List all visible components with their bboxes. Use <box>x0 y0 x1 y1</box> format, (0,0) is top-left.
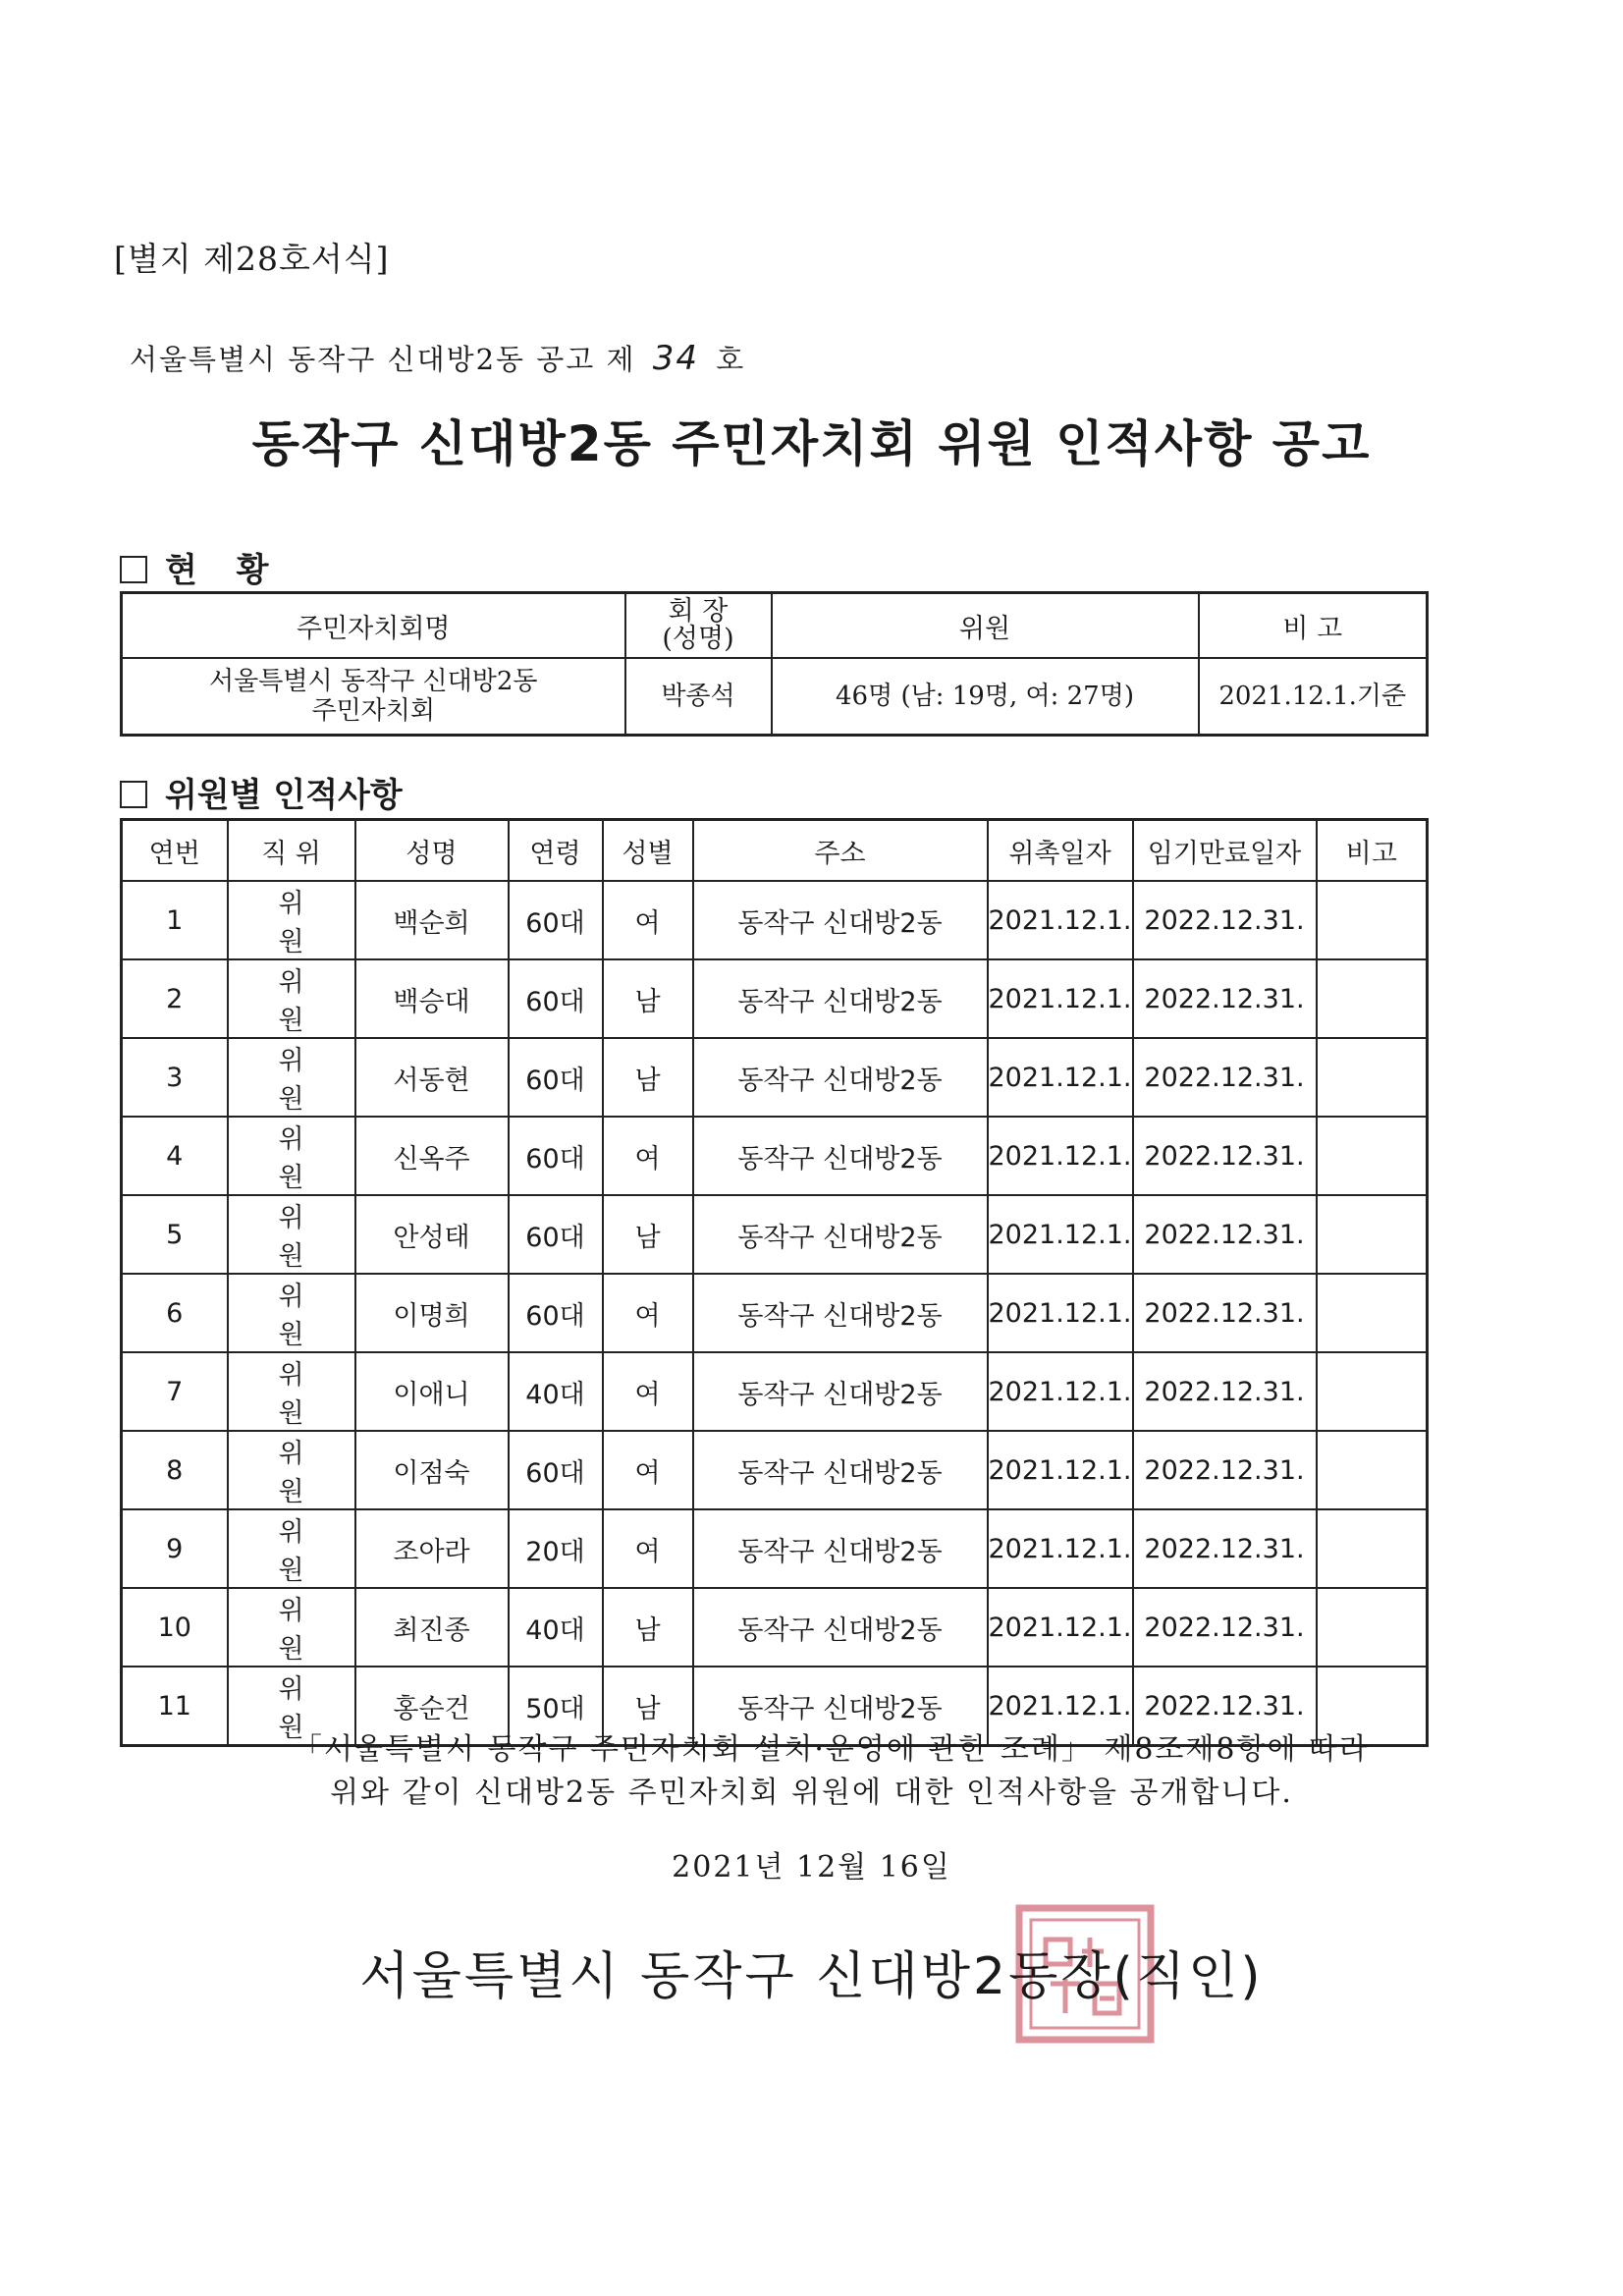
table-row <box>122 959 1428 1038</box>
row-position: 위원 <box>228 881 355 959</box>
row-remarks <box>1317 1117 1428 1195</box>
row-term-end-date: 2022.12.31. <box>1133 1431 1317 1509</box>
row-number: 11 <box>122 1667 228 1746</box>
row-address: 동작구 신대방2동 <box>693 1509 988 1588</box>
row-appointed-date: 2021.12.1. <box>988 1117 1133 1195</box>
closing-statement-line2: 위와 같이 신대방2동 주민자치회 위원에 대한 인적사항을 공개합니다. <box>330 1776 1293 1810</box>
row-gender: 남 <box>603 1195 693 1274</box>
row-remarks <box>1317 1431 1428 1509</box>
row-age: 50대 <box>509 1667 603 1746</box>
row-name: 백순희 <box>355 881 509 959</box>
row-position: 위원 <box>228 1352 355 1431</box>
row-appointed-date: 2021.12.1. <box>988 1274 1133 1352</box>
row-gender: 남 <box>603 1588 693 1667</box>
closing-statement-line1: 「서울특별시 동작구 주민자치회 설치·운영에 관한 조례」 제8조제8항에 따라 <box>293 1732 1370 1767</box>
row-position: 위원 <box>228 1195 355 1274</box>
table-row <box>122 1431 1428 1509</box>
row-position: 위원 <box>228 1588 355 1667</box>
row-number: 4 <box>122 1117 228 1195</box>
row-name: 이명희 <box>355 1274 509 1352</box>
row-name: 이점숙 <box>355 1431 509 1509</box>
row-age: 20대 <box>509 1509 603 1588</box>
row-term-end-date: 2022.12.31. <box>1133 1274 1317 1352</box>
row-remarks <box>1317 1352 1428 1431</box>
row-address: 동작구 신대방2동 <box>693 1117 988 1195</box>
notice-prefix: 서울특별시 동작구 신대방2동 공고 제 <box>130 343 636 376</box>
council-name-line2: 주민자치회 <box>311 696 436 726</box>
row-term-end-date: 2022.12.31. <box>1133 1509 1317 1588</box>
section-members-label: 위원별 인적사항 <box>165 776 403 815</box>
row-address: 동작구 신대방2동 <box>693 1195 988 1274</box>
row-gender: 여 <box>603 1431 693 1509</box>
row-number: 9 <box>122 1509 228 1588</box>
notice-number-line <box>130 338 745 378</box>
row-name: 홍순건 <box>355 1667 509 1746</box>
header-chair-line2: (성명) <box>662 624 734 654</box>
section-status-label: 현 황 <box>165 551 283 590</box>
page-title: 동작구 신대방2동 주민자치회 위원 인적사항 공고 <box>251 415 1372 472</box>
row-term-end-date: 2022.12.31. <box>1133 1588 1317 1667</box>
row-remarks <box>1317 1509 1428 1588</box>
header-council-name: 주민자치회명 <box>122 593 625 659</box>
row-appointed-date: 2021.12.1. <box>988 1509 1133 1588</box>
row-gender: 남 <box>603 1038 693 1117</box>
checkbox-square-icon <box>120 556 147 583</box>
row-number: 1 <box>122 881 228 959</box>
row-appointed-date: 2021.12.1. <box>988 1667 1133 1746</box>
status-note-cell: 2021.12.1.기준 <box>1199 658 1428 736</box>
row-term-end-date: 2022.12.31. <box>1133 1195 1317 1274</box>
header-chair <box>625 593 772 659</box>
row-gender: 여 <box>603 1274 693 1352</box>
row-term-end-date: 2022.12.31. <box>1133 959 1317 1038</box>
members-table <box>120 818 1429 1747</box>
row-name: 조아라 <box>355 1509 509 1588</box>
row-age: 40대 <box>509 1588 603 1667</box>
notice-date: 2021년 12월 16일 <box>672 1850 951 1885</box>
row-gender: 여 <box>603 1509 693 1588</box>
council-name-cell <box>122 658 625 736</box>
row-name: 최진종 <box>355 1588 509 1667</box>
row-gender: 남 <box>603 1667 693 1746</box>
table-row <box>122 1509 1428 1588</box>
row-number: 2 <box>122 959 228 1038</box>
row-position: 위원 <box>228 959 355 1038</box>
row-remarks <box>1317 881 1428 959</box>
row-number: 6 <box>122 1274 228 1352</box>
row-position: 위원 <box>228 1509 355 1588</box>
row-gender: 남 <box>603 959 693 1038</box>
row-appointed-date: 2021.12.1. <box>988 881 1133 959</box>
row-term-end-date: 2022.12.31. <box>1133 881 1317 959</box>
row-appointed-date: 2021.12.1. <box>988 1195 1133 1274</box>
row-remarks <box>1317 1588 1428 1667</box>
row-name: 이애니 <box>355 1352 509 1431</box>
row-address: 동작구 신대방2동 <box>693 959 988 1038</box>
row-gender: 여 <box>603 881 693 959</box>
row-number: 5 <box>122 1195 228 1274</box>
row-appointed-date: 2021.12.1. <box>988 1352 1133 1431</box>
row-appointed-date: 2021.12.1. <box>988 1588 1133 1667</box>
row-name: 서동현 <box>355 1038 509 1117</box>
row-term-end-date: 2022.12.31. <box>1133 1117 1317 1195</box>
members-table-header <box>122 820 1428 882</box>
row-name: 신옥주 <box>355 1117 509 1195</box>
row-remarks <box>1317 1038 1428 1117</box>
row-address: 동작구 신대방2동 <box>693 881 988 959</box>
row-remarks <box>1317 1274 1428 1352</box>
table-row <box>122 1588 1428 1667</box>
row-address: 동작구 신대방2동 <box>693 1431 988 1509</box>
header-position: 직 위 <box>228 820 355 882</box>
table-row <box>122 1117 1428 1195</box>
row-appointed-date: 2021.12.1. <box>988 1038 1133 1117</box>
header-address: 주소 <box>693 820 988 882</box>
row-address: 동작구 신대방2동 <box>693 1588 988 1667</box>
chair-name-cell: 박종석 <box>625 658 772 736</box>
row-age: 60대 <box>509 881 603 959</box>
header-chair-line1: 회 장 <box>668 596 729 627</box>
row-gender: 여 <box>603 1117 693 1195</box>
row-position: 위원 <box>228 1274 355 1352</box>
row-gender: 여 <box>603 1352 693 1431</box>
header-members: 위원 <box>772 593 1199 659</box>
header-note: 비 고 <box>1199 593 1428 659</box>
council-name-line1: 서울특별시 동작구 신대방2동 <box>209 667 538 696</box>
header-no: 연번 <box>122 820 228 882</box>
header-name: 성명 <box>355 820 509 882</box>
header-remarks: 비고 <box>1317 820 1428 882</box>
table-row <box>122 1352 1428 1431</box>
row-number: 8 <box>122 1431 228 1509</box>
form-label: [별지 제28호서식] <box>114 240 390 278</box>
header-term-end: 임기만료일자 <box>1133 820 1317 882</box>
row-position: 위원 <box>228 1117 355 1195</box>
row-position: 위원 <box>228 1431 355 1509</box>
row-age: 60대 <box>509 1431 603 1509</box>
row-age: 40대 <box>509 1352 603 1431</box>
row-appointed-date: 2021.12.1. <box>988 1431 1133 1509</box>
notice-number: 34 <box>652 339 700 378</box>
table-row <box>122 1274 1428 1352</box>
row-age: 60대 <box>509 1195 603 1274</box>
status-table-row <box>122 658 1428 736</box>
row-address: 동작구 신대방2동 <box>693 1667 988 1746</box>
status-table-header <box>122 593 1428 659</box>
header-appointed: 위촉일자 <box>988 820 1133 882</box>
section-status-heading <box>120 543 283 591</box>
row-address: 동작구 신대방2동 <box>693 1038 988 1117</box>
row-age: 60대 <box>509 959 603 1038</box>
row-remarks <box>1317 1195 1428 1274</box>
row-number: 3 <box>122 1038 228 1117</box>
table-row <box>122 1195 1428 1274</box>
row-age: 60대 <box>509 1117 603 1195</box>
row-address: 동작구 신대방2동 <box>693 1274 988 1352</box>
section-members-heading <box>120 768 403 816</box>
row-term-end-date: 2022.12.31. <box>1133 1667 1317 1746</box>
row-name: 백승대 <box>355 959 509 1038</box>
row-position: 위원 <box>228 1038 355 1117</box>
table-row <box>122 1038 1428 1117</box>
row-term-end-date: 2022.12.31. <box>1133 1038 1317 1117</box>
signature-line: 서울특별시 동작구 신대방2동장(직인) <box>359 1947 1264 2006</box>
row-position: 위원 <box>228 1667 355 1746</box>
row-number: 10 <box>122 1588 228 1667</box>
row-number: 7 <box>122 1352 228 1431</box>
table-row <box>122 881 1428 959</box>
header-age: 연령 <box>509 820 603 882</box>
row-appointed-date: 2021.12.1. <box>988 959 1133 1038</box>
row-age: 60대 <box>509 1274 603 1352</box>
status-table <box>120 591 1429 737</box>
row-address: 동작구 신대방2동 <box>693 1352 988 1431</box>
checkbox-square-icon <box>120 781 147 808</box>
row-age: 60대 <box>509 1038 603 1117</box>
row-name: 안성태 <box>355 1195 509 1274</box>
header-gender: 성별 <box>603 820 693 882</box>
row-term-end-date: 2022.12.31. <box>1133 1352 1317 1431</box>
member-count-cell: 46명 (남: 19명, 여: 27명) <box>772 658 1199 736</box>
row-remarks <box>1317 959 1428 1038</box>
notice-suffix: 호 <box>716 343 746 376</box>
